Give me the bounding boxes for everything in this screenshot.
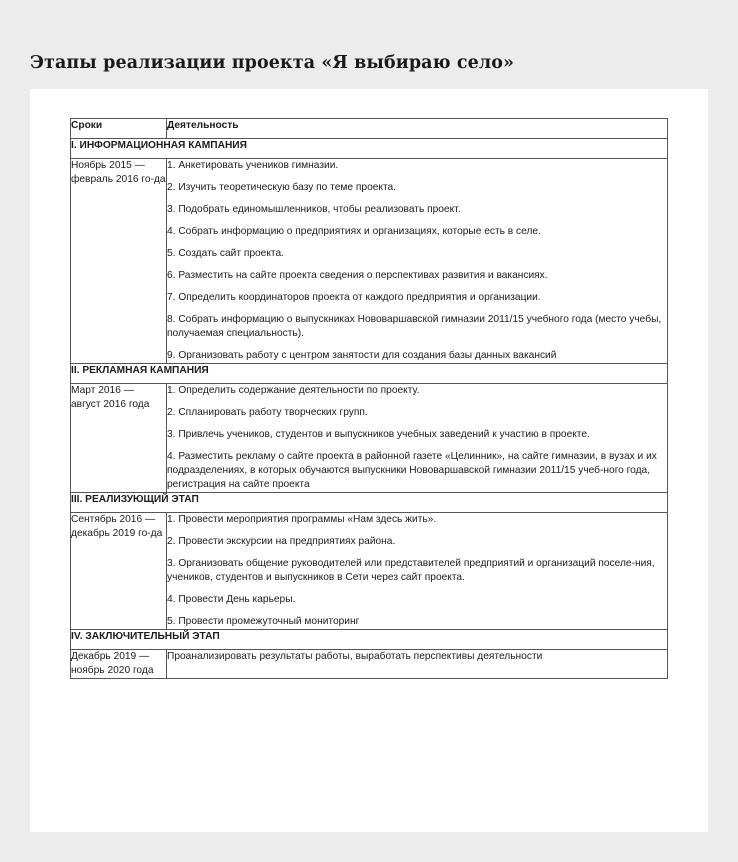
- activity-item: 4. Провести День карьеры.: [167, 594, 296, 605]
- stage-header-row: [71, 493, 668, 513]
- content-card: [30, 89, 708, 832]
- page-title: Этапы реализации проекта «Я выбираю село»: [30, 53, 515, 73]
- stage-header-row: [71, 139, 668, 159]
- stage-activities: [167, 159, 668, 364]
- activity-item: 7. Определить координаторов проекта от каждого предприятия и организации.: [167, 292, 541, 303]
- stage-title: II. РЕКЛАМНАЯ КАМПАНИЯ: [71, 364, 668, 384]
- activity-item: 1. Анкетировать учеников гимназии.: [167, 160, 339, 171]
- activity-item: 4. Разместить рекламу о сайте проекта в районной газете «Целинник», на сайте гимназии, в вузах и их подразделениях, в которых обучаются выпускники Нововаршавской гимназии 2011/15 учеб-ного года, регистрация на сайте проекта: [167, 451, 657, 490]
- table-row: [71, 384, 668, 493]
- table-row: [71, 650, 668, 679]
- stage-header-row: [71, 630, 668, 650]
- activity-item: 3. Подобрать единомышленников, чтобы реализовать проект.: [167, 204, 461, 215]
- activity-item: 5. Провести промежуточный мониторинг: [167, 616, 360, 627]
- activity-item: 1. Определить содержание деятельности по проекту.: [167, 385, 420, 396]
- activity-item: 2. Изучить теоретическую базу по теме проекта.: [167, 182, 397, 193]
- stage-term: Сентябрь 2016 — декабрь 2019 го-да: [71, 513, 167, 630]
- header-activity: Деятельность: [167, 119, 668, 139]
- activity-item: 2. Провести экскурсии на предприятиях района.: [167, 536, 396, 547]
- stage-activities: [167, 650, 668, 679]
- activity-item: 8. Собрать информацию о выпускниках Нововаршавской гимназии 2011/15 учебного года (место учебы, получаемая специальность).: [167, 314, 662, 339]
- stage-title: I. ИНФОРМАЦИОННАЯ КАМПАНИЯ: [71, 139, 668, 159]
- activity-item: 6. Разместить на сайте проекта сведения о перспективах развития и вакансиях.: [167, 270, 548, 281]
- activity-item: 3. Привлечь учеников, студентов и выпускников учебных заведений к участию в проекте.: [167, 429, 590, 440]
- stage-term: Декабрь 2019 — ноябрь 2020 года: [71, 650, 167, 679]
- header-terms: Сроки: [71, 119, 167, 139]
- activity-item: 5. Создать сайт проекта.: [167, 248, 284, 259]
- stage-title: III. РЕАЛИЗУЮЩИЙ ЭТАП: [71, 493, 668, 513]
- stages-table: [70, 118, 668, 679]
- stage-title: IV. ЗАКЛЮЧИТЕЛЬНЫЙ ЭТАП: [71, 630, 668, 650]
- stage-activities: [167, 384, 668, 493]
- table-row: [71, 513, 668, 630]
- activity-item: Проанализировать результаты работы, выработать перспективы деятельности: [167, 651, 543, 662]
- activity-item: 4. Собрать информацию о предприятиях и организациях, которые есть в селе.: [167, 226, 541, 237]
- table-row: [71, 159, 668, 364]
- activity-item: 2. Спланировать работу творческих групп.: [167, 407, 368, 418]
- stage-term: Ноябрь 2015 — февраль 2016 го-да: [71, 159, 167, 364]
- activity-item: 1. Провести мероприятия программы «Нам здесь жить».: [167, 514, 437, 525]
- table-header-row: [71, 119, 668, 139]
- stage-term: Март 2016 — август 2016 года: [71, 384, 167, 493]
- stage-header-row: [71, 364, 668, 384]
- activity-item: 3. Организовать общение руководителей или представителей предприятий и организаций поселе-ния, учеников, студентов и выпускников в Сети через сайт проекта.: [167, 558, 655, 583]
- activity-item: 9. Организовать работу с центром занятости для создания базы данных вакансий: [167, 350, 557, 361]
- stage-activities: [167, 513, 668, 630]
